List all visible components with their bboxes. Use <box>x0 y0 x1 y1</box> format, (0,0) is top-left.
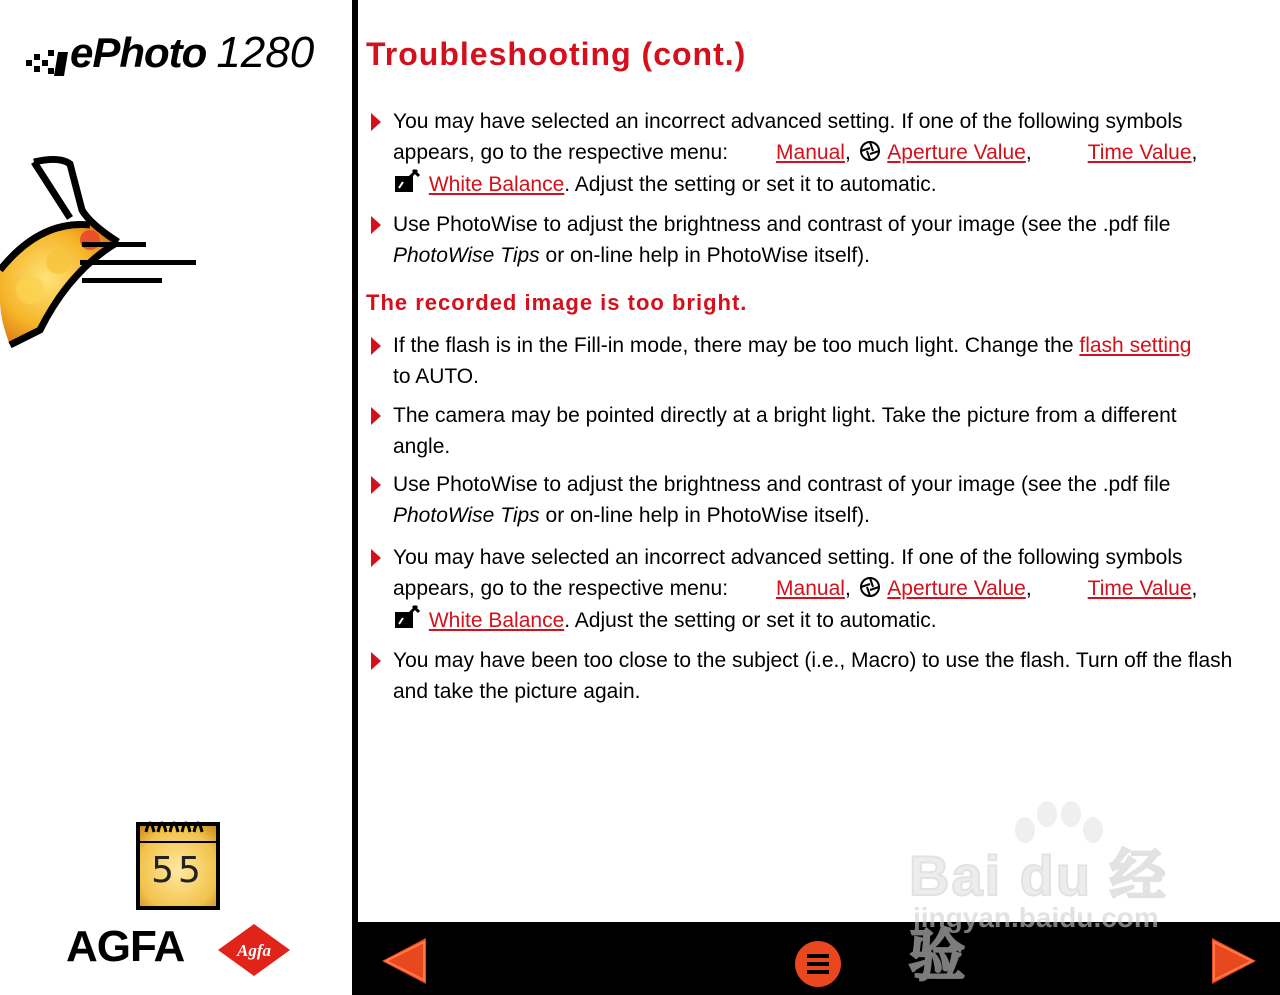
item-text-line: and take the picture again. <box>393 680 641 703</box>
bullet-icon <box>371 652 381 670</box>
logo-brand: ePhoto <box>70 29 207 76</box>
list-item <box>393 469 1242 531</box>
list-item <box>393 400 1242 462</box>
logo-dots-icon <box>24 46 68 80</box>
time-value-link[interactable]: Time Value <box>1087 141 1192 164</box>
bullet-icon <box>371 113 381 131</box>
list-item <box>393 209 1242 271</box>
manual-link[interactable]: Manual <box>776 577 845 600</box>
item-text-line: appears, go to the respective menu: Manual, Aperture Value, Time Value, <box>393 141 1198 164</box>
item-text-line: angle. <box>393 435 451 458</box>
page-number: 55 <box>151 850 205 891</box>
camera-illustration-icon <box>0 150 200 350</box>
next-page-button[interactable] <box>1210 936 1260 986</box>
item-text-line <box>393 500 1242 531</box>
item-text-line: appears, go to the respective menu: Manual, Aperture Value, Time Value, <box>393 577 1198 600</box>
watermark-text: Bai du 经验 <box>909 844 1168 987</box>
page-number-badge <box>136 812 220 910</box>
white-balance-link[interactable]: White Balance <box>428 173 565 196</box>
time-value-link[interactable]: Time Value <box>1087 577 1192 600</box>
item-text-line: You may have been too close to the subject (i.e., Macro) to use the flash. Turn off the flash <box>393 649 1233 672</box>
bullet-icon <box>371 216 381 234</box>
agfa-wordmark: AGFA <box>66 922 185 971</box>
item-text-line <box>393 604 1242 636</box>
aperture-value-link[interactable]: Aperture Value <box>887 577 1026 600</box>
item-text-line <box>393 168 1242 200</box>
item-text: appears, go to the respective menu: <box>393 141 729 164</box>
aperture-value-link[interactable]: Aperture Value <box>887 141 1026 164</box>
item-text-line: Use PhotoWise to adjust the brightness and contrast of your image (see the .pdf file <box>393 473 1171 496</box>
list-item <box>393 542 1242 636</box>
item-text-line: You may have selected an incorrect advanced setting. If one of the following symbols <box>393 546 1183 569</box>
item-text-line: to AUTO. <box>393 365 479 388</box>
photowise-tips-title: PhotoWise Tips <box>393 244 540 267</box>
item-text: appears, go to the respective menu: <box>393 577 729 600</box>
white-balance-icon <box>393 168 423 194</box>
logo-model: 1280 <box>216 28 315 77</box>
item-text-line <box>393 330 1242 361</box>
navigation-bar <box>358 922 1280 995</box>
list-item <box>393 330 1242 392</box>
agfa-logo <box>66 922 271 972</box>
aperture-icon <box>857 576 883 598</box>
item-text-line: You may have selected an incorrect advanced setting. If one of the following symbols <box>393 110 1183 133</box>
previous-page-button[interactable] <box>378 936 428 986</box>
page-title: Troubleshooting (cont.) <box>366 36 747 72</box>
item-text: . Adjust the setting or set it to automatic. <box>564 609 937 632</box>
ephoto-logo <box>24 28 314 78</box>
item-text: or on-line help in PhotoWise itself). <box>539 504 871 527</box>
white-balance-icon <box>393 604 423 630</box>
main-content <box>358 0 1280 922</box>
list-item <box>393 106 1242 200</box>
menu-button[interactable] <box>794 940 842 988</box>
bullet-icon <box>371 549 381 567</box>
flash-setting-link[interactable]: flash setting <box>1079 334 1192 357</box>
photowise-tips-title: PhotoWise Tips <box>393 504 540 527</box>
item-text: or on-line help in PhotoWise itself). <box>539 244 871 267</box>
item-text-line: The camera may be pointed directly at a bright light. Take the picture from a different <box>393 404 1177 427</box>
item-text: . Adjust the setting or set it to automatic. <box>564 173 937 196</box>
bullet-icon <box>371 476 381 494</box>
bullet-icon <box>371 407 381 425</box>
item-text-line: Use PhotoWise to adjust the brightness and contrast of your image (see the .pdf file <box>393 213 1171 236</box>
list-item <box>393 645 1242 707</box>
aperture-icon <box>857 140 883 162</box>
watermark-url: jingyan.baidu.com <box>913 902 1159 933</box>
white-balance-link[interactable]: White Balance <box>428 609 565 632</box>
bullet-icon <box>371 337 381 355</box>
agfa-badge-icon <box>216 922 292 978</box>
item-text: If the flash is in the Fill-in mode, there may be too much light. Change the <box>393 334 1074 357</box>
manual-link[interactable]: Manual <box>776 141 845 164</box>
agfa-badge-text: Agfa <box>237 941 271 960</box>
item-text-line <box>393 240 1242 271</box>
sidebar <box>0 0 352 995</box>
section-heading: The recorded image is too bright. <box>366 290 748 315</box>
